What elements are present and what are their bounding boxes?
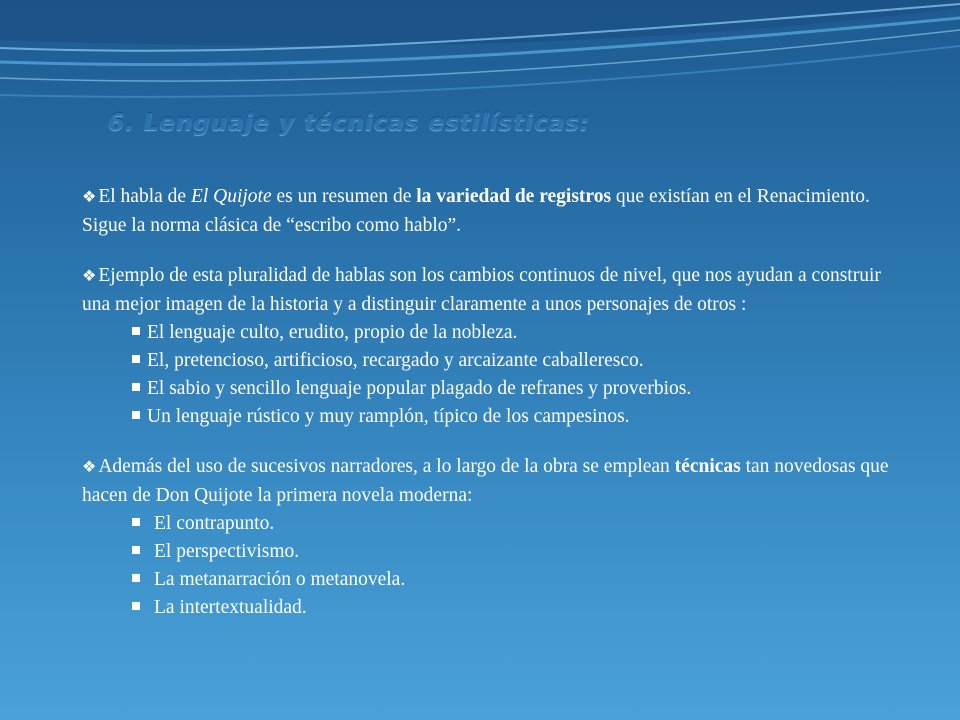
- diamond-bullet-icon: ❖: [82, 268, 97, 285]
- paragraph-pluralidad: ❖ Ejemplo de esta pluralidad de hablas son los cambios continuos de nivel, que nos ayudan a construir una mejor imagen de la historia y a distinguir claramente a unos personajes de otros :: [82, 265, 881, 315]
- diamond-bullet-icon: ❖: [82, 459, 97, 476]
- list-item: El, pretencioso, artificioso, recargado y arcaizante caballeresco.: [82, 347, 912, 375]
- list-item: El sabio y sencillo lenguaje popular plagado de refranes y proverbios.: [82, 375, 912, 403]
- square-bullet-icon: [132, 411, 140, 419]
- square-bullet-icon: [132, 518, 140, 526]
- square-bullet-icon: [132, 383, 140, 391]
- language-levels-list: [82, 319, 912, 431]
- list-item: El lenguaje culto, erudito, propio de la nobleza.: [82, 319, 912, 347]
- slide-body: [82, 183, 912, 622]
- paragraph-tecnicas: ❖ Además del uso de sucesivos narradores, a lo largo de la obra se emplean técnicas tan novedosas que hacen de Don Quijote la primera novela moderna:: [82, 456, 889, 506]
- square-bullet-icon: [132, 355, 140, 363]
- list-item: El contrapunto.: [82, 510, 912, 538]
- techniques-list: [82, 510, 912, 622]
- paragraph-registros: ❖ El habla de El Quijote es un resumen de la variedad de registros que existían en el Renacimiento. Sigue la norma clásica de “escribo como hablo”.: [82, 186, 870, 236]
- list-item: Un lenguaje rústico y muy ramplón, típico de los campesinos.: [82, 403, 912, 431]
- square-bullet-icon: [132, 574, 140, 582]
- square-bullet-icon: [132, 546, 140, 554]
- list-item: El perspectivismo.: [82, 538, 912, 566]
- square-bullet-icon: [132, 602, 140, 610]
- list-item: La intertextualidad.: [82, 594, 912, 622]
- slide-title: 6. Lenguaje y técnicas estilísticas:: [108, 110, 591, 136]
- square-bullet-icon: [132, 327, 140, 335]
- diamond-bullet-icon: ❖: [82, 189, 97, 206]
- list-item: La metanarración o metanovela.: [82, 566, 912, 594]
